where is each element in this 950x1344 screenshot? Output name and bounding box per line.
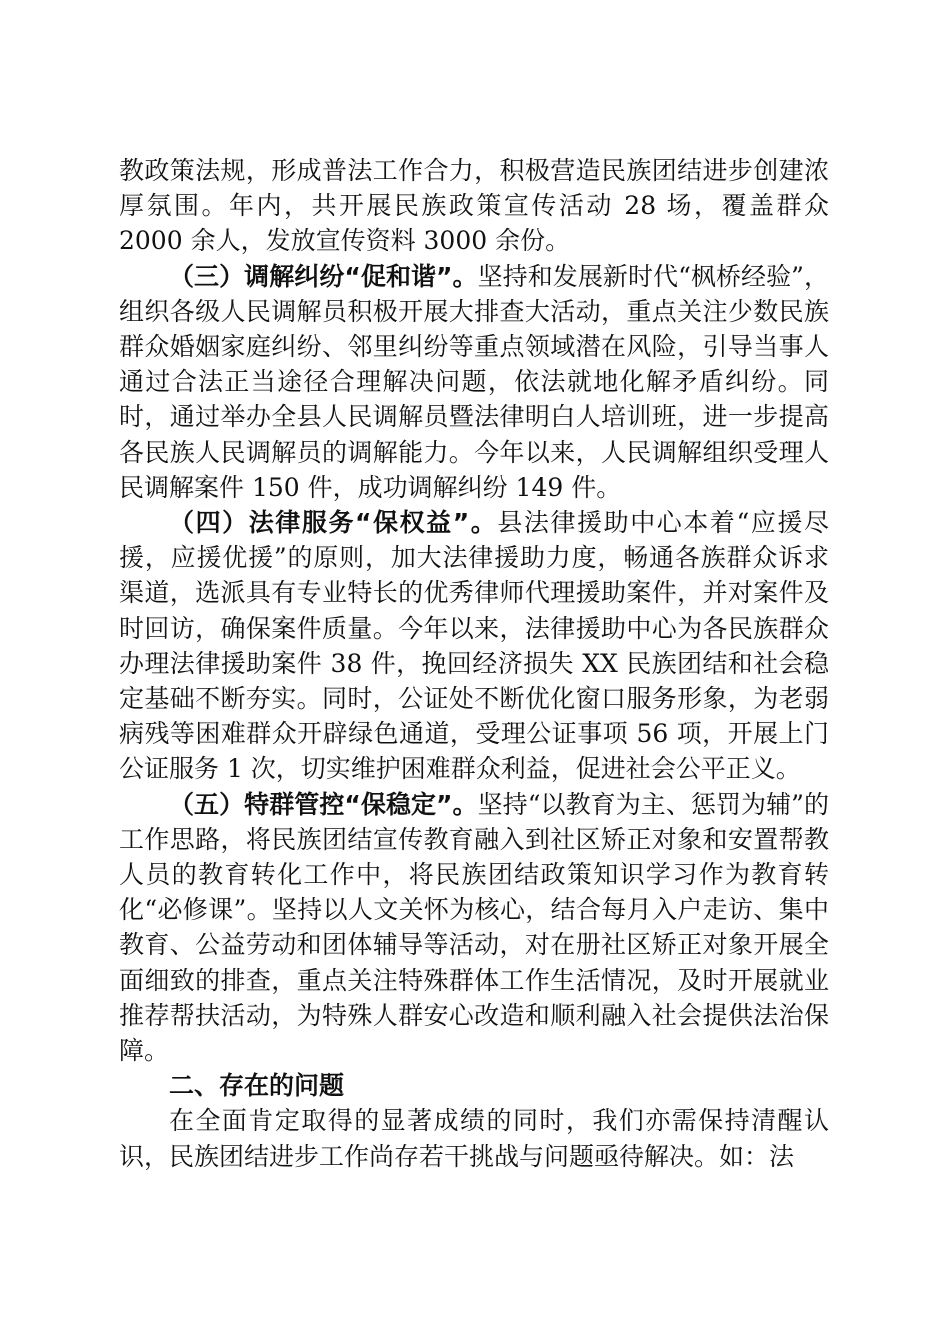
paragraph-lead-mediation: （三）调解纠纷“促和谐”。 — [169, 261, 478, 291]
paragraph-text: 教政策法规，形成普法工作合力，积极营造民族团结进步创建浓厚氛围。年内，共开展民族政策宣传活动 28 场，覆盖群众 2000 余人，发放宣传资料 3000 余份。 — [119, 156, 829, 256]
paragraph-text: 坚持“以教育为主、惩罚为辅”的工作思路，将民族团结宣传教育融入到社区矫正对象和安置帮教人员的教育转化工作中，将民族团结政策知识学习作为教育转化“必修课”。坚持以人文关怀为核心，结合每月入户走访、集中教育、公益劳动和团体辅导等活动，对在册社区矫正对象开展全面细致的排查，重点关注特殊群体工作生活情况，及时开展就业推荐帮扶活动，为特殊人群安心改造和顺利融入社会提供法治保障。 — [119, 789, 829, 1066]
paragraph-special-groups — [119, 787, 829, 1069]
paragraph-lead-special-groups: （五）特群管控“保稳定”。 — [169, 789, 478, 819]
section-heading: 二、存在的问题 — [169, 1071, 345, 1101]
paragraph-problems: 在全面肯定取得的显著成绩的同时，我们亦需保持清醒认识，民族团结进步工作尚存若干挑战与问题亟待解决。如：法 — [119, 1106, 829, 1171]
paragraph-lead-legal-services: （四）法律服务“保权益”。 — [169, 508, 498, 538]
paragraph-legal-services — [119, 505, 829, 787]
paragraph-mediation — [119, 259, 829, 505]
paragraph-continuation — [119, 153, 829, 259]
paragraph-text: 坚持和发展新时代“枫桥经验”，组织各级人民调解员积极开展大排查大活动，重点关注少数民族群众婚姻家庭纠纷、邻里纠纷等重点领域潜在风险，引导当事人通过合法正当途径合理解决问题，依法就地化解矛盾纠纷。同时，通过举办全县人民调解员暨法律明白人培训班，进一步提高各民族人民调解员的调解能力。今年以来，人民调解组织受理人民调解案件 150 件，成功调解纠纷 149 件。 — [119, 261, 829, 502]
paragraph-text: 县法律援助中心本着“应援尽援，应援优援”的原则，加大法律援助力度，畅通各族群众诉求渠道，选派具有专业特长的优秀律师代理援助案件，并对案件及时回访，确保案件质量。今年以来，法律援助中心为各民族群众办理法律援助案件 38 件，挽回经济损失 XX 民族团结和社会稳定基础不断夯实。同时，公证处不断优化窗口服务形象，为老弱病残等困难群众开辟绿色通道，受理公证事项 56 项，开展上门公证服务 1 次，切实维护困难群众利益，促进社会公平正义。 — [119, 508, 829, 784]
document-body — [119, 153, 829, 1174]
